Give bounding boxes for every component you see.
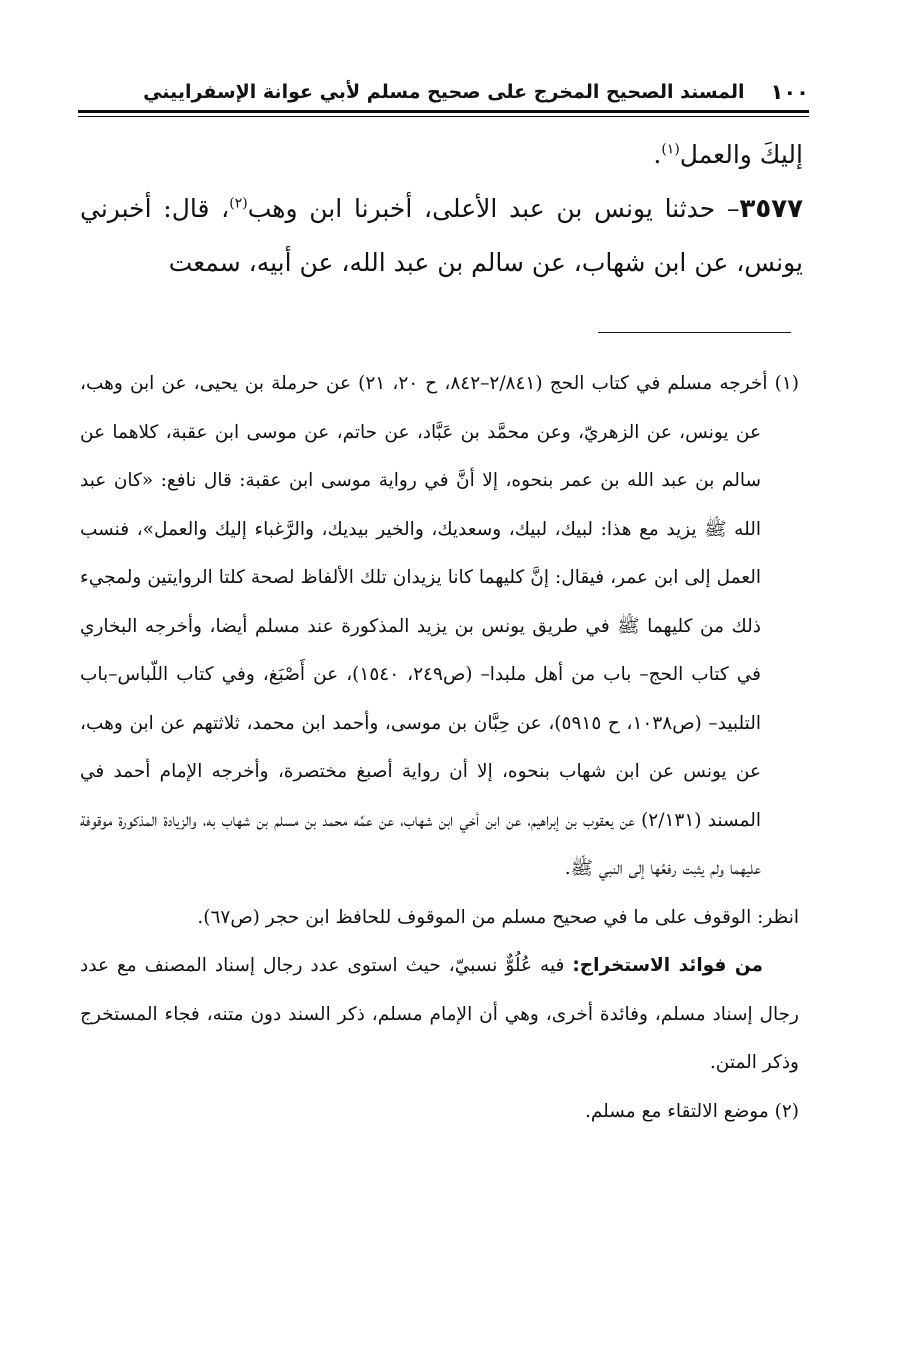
footnote-ref-2[interactable]: (٢) — [229, 195, 248, 212]
header-rule-thin — [78, 116, 809, 117]
page-header — [78, 76, 809, 108]
book-title: المسند الصحيح المخرج على صحيح مسلم لأبي عوانة الإسفراييني — [143, 81, 745, 103]
footnote-2: (٢) موضع الالتقاء مع مسلم. — [584, 1100, 799, 1122]
hadith-number: ٣٥٧٧ — [739, 194, 803, 224]
hadith-text-part2: ، قال: أخبرني يونس، عن ابن شهاب، عن سالم بن عبد الله، عن أبيه، سمعت — [80, 194, 803, 277]
main-line-continuation: إليكَ والعمل$^{(١)}$. — [653, 140, 803, 169]
page-number: ١٠٠ — [770, 80, 809, 104]
main-text — [80, 128, 803, 290]
hadith-text-part1: – حدثنا يونس بن عبد الأعلى، أخبرنا ابن وهب — [247, 194, 740, 223]
footnote-see-also: انظر: الوقوف على ما في صحيح مسلم من الموقوف للحافظ ابن حجر (ص٦٧). — [197, 906, 799, 928]
footnote-separator — [598, 332, 791, 333]
istikhraj-text: فيه عُلُوٌّ نسبيّ، حيث استوى عدد رجال إسناد المصنف مع عدد رجال إسناد مسلم، وفائدة أخرى، وهي أن الإمام مسلم، ذكر السند دون متنه، فجاء المستخرج وذكر المتن. — [80, 955, 799, 1073]
footnote-1: (١) أخرجه مسلم في كتاب الحج (٢/٨٤١–٨٤٢، ح ٢٠، ٢١) عن حرملة بن يحيى، عن ابن وهب، عن يونس، عن الزهريّ، وعن محمَّد بن عَبَّاد، عن حاتم، عن موسى ابن عقبة، كلاهما عن سالم بن عبد الله بن عمر بنحوه، إلا أنَّ في رواية موسى ابن عقبة: قال نافع: «كان عبد الله ﷺ يزيد مع هذا: لبيك، لبيك، وسعديك، والخير بيديك، والرَّغباء إليك والعمل»، فنسب العمل إلى ابن عمر، فيقال: إنَّ كليهما كانا يزيدان تلك الألفاظ لصحة كلتا الروايتين ولمجيء ذلك من كليهما ﷺ في طريق يونس بن يزيد المذكورة عند مسلم أيضا، وأخرجه البخاري في كتاب الحج– باب من أهل ملبدا– (ص٢٤٩، ١٥٤٠)، عن أَصْبَغ، وفي كتاب اللّباس–باب التلبيد– (ص١٠٣٨، ح ٥٩١٥)، عن حِبَّان بن موسى، وأحمد ابن محمد، ثلاثتهم عن ابن وهب، عن يونس عن ابن شهاب بنحوه، إلا أن رواية أصبغ مختصرة، وأخرجه الإمام أحمد في المسند (٢/١٣١) عن يعقوب بن إبراهيم، عن ابن أخي ابن شهاب، عن عمِّه محمد بن مسلم بن شهاب به، والزيادة المذكورة موقوفة عليهما ولم يثبت رفعُها إلى النبي ﷺ. — [80, 373, 799, 879]
footnote-ref-1[interactable]: (١) — [661, 141, 680, 158]
header-rule-thick — [78, 110, 809, 113]
footnotes — [80, 360, 799, 1136]
istikhraj-benefits — [80, 942, 799, 1088]
hadith-paragraph — [80, 182, 803, 290]
istikhraj-label: من فوائد الاستخراج: — [572, 955, 764, 976]
